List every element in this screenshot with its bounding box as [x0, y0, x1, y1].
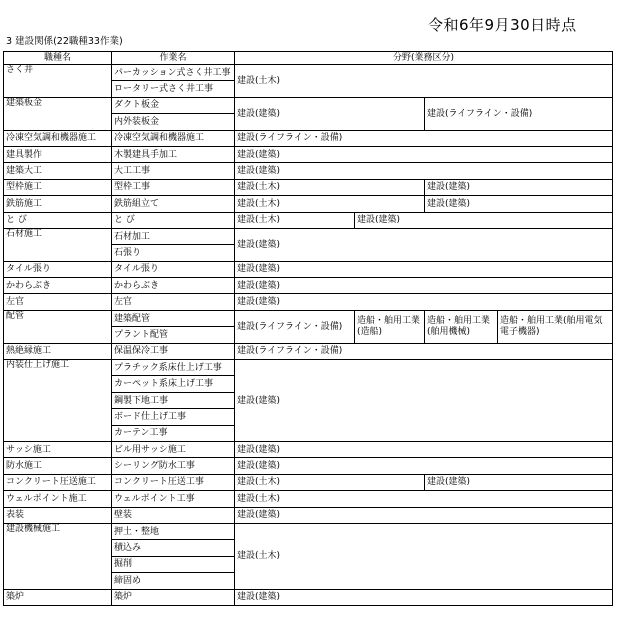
trade-cell: タイル張り: [4, 261, 112, 277]
table-row: [4, 261, 613, 277]
work-cell: 左官: [112, 294, 235, 310]
table-row: [4, 589, 613, 605]
trade-cell: 建築大工: [4, 163, 112, 179]
work-cell: 石材加工: [112, 228, 235, 244]
field-cell: 建設(土木): [235, 474, 425, 490]
table-row: [4, 146, 613, 162]
work-cell: 掘削: [112, 556, 235, 572]
table-row: [4, 523, 613, 539]
table-row: [4, 310, 613, 326]
field-cell: 建設(ライフライン・設備): [235, 310, 355, 343]
field-text: (造船): [357, 326, 383, 337]
table-row: [4, 130, 613, 146]
work-cell: ダクト板金: [112, 97, 235, 113]
field-cell: 建設(建築): [235, 360, 613, 442]
work-cell: プラチック系床仕上げ工事: [112, 360, 235, 376]
field-cell: [425, 310, 498, 343]
field-cell: 建設(建築): [235, 294, 613, 310]
work-cell: かわらぶき: [112, 278, 235, 294]
field-cell: 建設(建築): [235, 97, 425, 130]
field-cell: 建設(土木): [235, 196, 425, 212]
field-text: 造船・舶用工業: [427, 315, 491, 326]
work-cell: プラント配管: [112, 327, 235, 343]
trade-cell: 築炉: [4, 589, 112, 605]
field-cell: 建設(建築): [425, 179, 613, 195]
table-row: [4, 196, 613, 212]
work-cell: ウェルポイント工事: [112, 491, 235, 507]
trade-cell: 冷凍空気調和機器施工: [4, 130, 112, 146]
table-row: [4, 97, 613, 113]
work-cell: 内外装板金: [112, 114, 235, 130]
work-cell: 締固め: [112, 573, 235, 589]
work-cell: ボード仕上げ工事: [112, 409, 235, 425]
field-text: 電子機器): [500, 326, 540, 337]
field-cell: 建設(建築): [235, 261, 613, 277]
field-cell: 建設(土木): [235, 491, 613, 507]
trade-cell: 熱絶縁施工: [4, 343, 112, 359]
field-cell: 建設(建築): [235, 278, 613, 294]
work-cell: 保温保冷工事: [112, 343, 235, 359]
table-row: [4, 474, 613, 490]
table-row: [4, 212, 613, 228]
section-heading: 3 建設関係(22職種33作業): [6, 36, 123, 47]
field-cell: 建設(建築): [425, 196, 613, 212]
trade-cell: 配管: [4, 310, 112, 343]
field-text: 造船・舶用工業(舶用電気: [500, 315, 603, 326]
field-cell: 建設(土木): [235, 65, 613, 98]
field-cell: 建設(建築): [235, 228, 613, 261]
work-cell: コンクリート圧送工事: [112, 474, 235, 490]
field-text: 造船・舶用工業: [357, 315, 421, 326]
trade-cell: 建設機械施工: [4, 523, 112, 589]
field-cell: 建設(土木): [235, 179, 425, 195]
occupation-table: [3, 51, 613, 606]
work-cell: ロータリー式さく井工事: [112, 81, 235, 97]
table-header-row: [4, 52, 613, 65]
work-cell: 型枠工事: [112, 179, 235, 195]
table-row: [4, 343, 613, 359]
trade-cell: 表装: [4, 507, 112, 523]
field-cell: 建設(ライフライン・設備): [235, 130, 613, 146]
table-row: [4, 507, 613, 523]
trade-cell: 鉄筋施工: [4, 196, 112, 212]
field-cell: 建設(土木): [235, 523, 613, 589]
table-row: [4, 163, 613, 179]
table-row: [4, 294, 613, 310]
table-row: [4, 228, 613, 244]
trade-cell: 内装仕上げ施工: [4, 360, 112, 442]
work-cell: ビル用サッシ施工: [112, 441, 235, 457]
work-cell: 押土・整地: [112, 523, 235, 539]
work-cell: カーペット系床上げ工事: [112, 376, 235, 392]
field-cell: 建設(建築): [425, 474, 613, 490]
work-cell: 冷凍空気調和機器施工: [112, 130, 235, 146]
work-cell: 積込み: [112, 540, 235, 556]
field-text: (舶用機械): [427, 326, 471, 337]
table-row: [4, 65, 613, 81]
work-cell: カーテン工事: [112, 425, 235, 441]
field-cell: 建設(建築): [235, 441, 613, 457]
trade-cell: ウェルポイント施工: [4, 491, 112, 507]
table-row: [4, 458, 613, 474]
work-cell: シーリング防水工事: [112, 458, 235, 474]
as-of-date: 令和6年9月30日時点: [428, 16, 577, 34]
table-row: [4, 360, 613, 376]
trade-cell: さく井: [4, 65, 112, 98]
field-cell: 建設(建築): [355, 212, 613, 228]
field-cell: 建設(建築): [235, 507, 613, 523]
trade-cell: 石材施工: [4, 228, 112, 261]
work-cell: パーカッション式さく井工事: [112, 65, 235, 81]
field-cell: 建設(建築): [235, 146, 613, 162]
work-cell: 壁装: [112, 507, 235, 523]
field-cell: 建設(ライフライン・設備): [425, 97, 613, 130]
work-cell: 石張り: [112, 245, 235, 261]
work-cell: 木製建具手加工: [112, 146, 235, 162]
table-row: [4, 491, 613, 507]
column-header-field: 分野(業務区分): [235, 52, 613, 65]
trade-cell: 型枠施工: [4, 179, 112, 195]
trade-cell: 防水施工: [4, 458, 112, 474]
table-row: [4, 278, 613, 294]
table-row: [4, 441, 613, 457]
work-cell: 築炉: [112, 589, 235, 605]
trade-cell: 建築板金: [4, 97, 112, 130]
trade-cell: 左官: [4, 294, 112, 310]
field-cell: 建設(土木): [235, 212, 355, 228]
field-cell: 建設(建築): [235, 589, 613, 605]
work-cell: 鋼製下地工事: [112, 392, 235, 408]
work-cell: 大工工事: [112, 163, 235, 179]
trade-cell: と び: [4, 212, 112, 228]
column-header-work: 作業名: [112, 52, 235, 65]
column-header-trade: 職種名: [4, 52, 112, 65]
field-cell: 建設(建築): [235, 163, 613, 179]
trade-cell: かわらぶき: [4, 278, 112, 294]
trade-cell: サッシ施工: [4, 441, 112, 457]
trade-cell: 建具製作: [4, 146, 112, 162]
work-cell: 鉄筋組立て: [112, 196, 235, 212]
work-cell: タイル張り: [112, 261, 235, 277]
field-cell: [355, 310, 425, 343]
trade-cell: コンクリート圧送施工: [4, 474, 112, 490]
work-cell: と び: [112, 212, 235, 228]
table-row: [4, 179, 613, 195]
field-cell: 建設(ライフライン・設備): [235, 343, 613, 359]
work-cell: 建築配管: [112, 310, 235, 326]
field-cell: 建設(建築): [235, 458, 613, 474]
field-cell: [498, 310, 613, 343]
